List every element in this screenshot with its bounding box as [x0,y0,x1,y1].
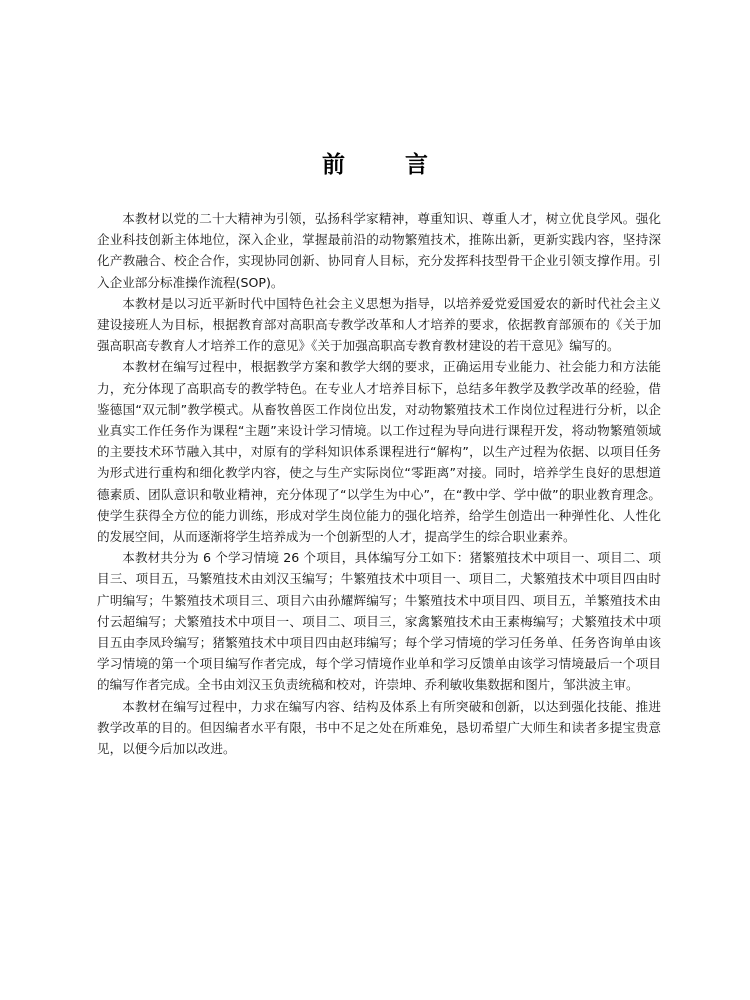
paragraph-1: 本教材以党的二十大精神为引领，弘扬科学家精神，尊重知识、尊重人才，树立优良学风。强化企业科技创新主体地位，深入企业，掌握最前沿的动物繁殖技术，推陈出新，更新实践内容，坚持深化产教融合、校企合作，实现协同创新、协同育人目标，充分发挥科技型骨干企业引领支撑作用。引入企业部分标准操作流程(SOP)。 [97,211,661,290]
paragraph-3: 本教材在编写过程中，根据教学方案和教学大纲的要求，正确运用专业能力、社会能力和方法能力，充分体现了高职高专的教学特色。在专业人才培养目标下，总结多年教学及教学改革的经验，借鉴德国“双元制”教学模式。从畜牧兽医工作岗位出发，对动物繁殖技术工作岗位过程进行分析，以企业真实工作任务作为课程“主题”来设计学习情境。以工作过程为导向进行课程开发，将动物繁殖领域的主要技术环节融入其中，对原有的学科知识体系课程进行“解构”，以生产过程为依据、以项目任务为形式进行重构和细化教学内容，使之与生产实际岗位“零距离”对接。同时，培养学生良好的思想道德素质、团队意识和敬业精神，充分体现了“以学生为中心”，在“教中学、学中做”的职业教育理念。使学生获得全方位的能力训练，形成对学生岗位能力的强化培养，给学生创造出一种弹性化、人性化的发展空间，从而逐渐将学生培养成为一个创新型的人才，提高学生的综合职业素养。 [97,359,661,545]
preface-body [97,208,661,759]
paragraph-4: 本教材共分为 6 个学习情境 26 个项目，具体编写分工如下：猪繁殖技术中项目一、项目二、项目三、项目五，马繁殖技术由刘汉玉编写；牛繁殖技术中项目一、项目二，犬繁殖技术中项目四由时广明编写；牛繁殖技术项目三、项目六由孙耀辉编写；牛繁殖技术中项目四、项目五，羊繁殖技术由付云超编写；犬繁殖技术中项目一、项目二、项目三，家禽繁殖技术由王素梅编写；犬繁殖技术中项目五由李凤玲编写；猪繁殖技术中项目四由赵玮编写；每个学习情境的学习任务单、任务咨询单由该学习情境的第一个项目编写作者完成，每个学习情境作业单和学习反馈单由该学习情境最后一个项目的编写作者完成。全书由刘汉玉负责统稿和校对，许崇坤、乔利敏收集数据和图片，邹洪波主审。 [97,550,661,693]
paragraph-5: 本教材在编写过程中，力求在编写内容、结构及体系上有所突破和创新，以达到强化技能、推进教学改革的目的。但因编者水平有限，书中不足之处在所难免，恳切希望广大师生和读者多提宝贵意见，以便今后加以改进。 [97,698,661,757]
page-title: 前 言 [321,152,454,178]
paragraph-2: 本教材是以习近平新时代中国特色社会主义思想为指导，以培养爱党爱国爱农的新时代社会主义建设接班人为目标，根据教育部对高职高专教学改革和人才培养的要求，依据教育部颁布的《关于加强高职高专教育人才培养工作的意见》《关于加强高职高专教育教材建设的若干意见》编写的。 [97,295,661,354]
